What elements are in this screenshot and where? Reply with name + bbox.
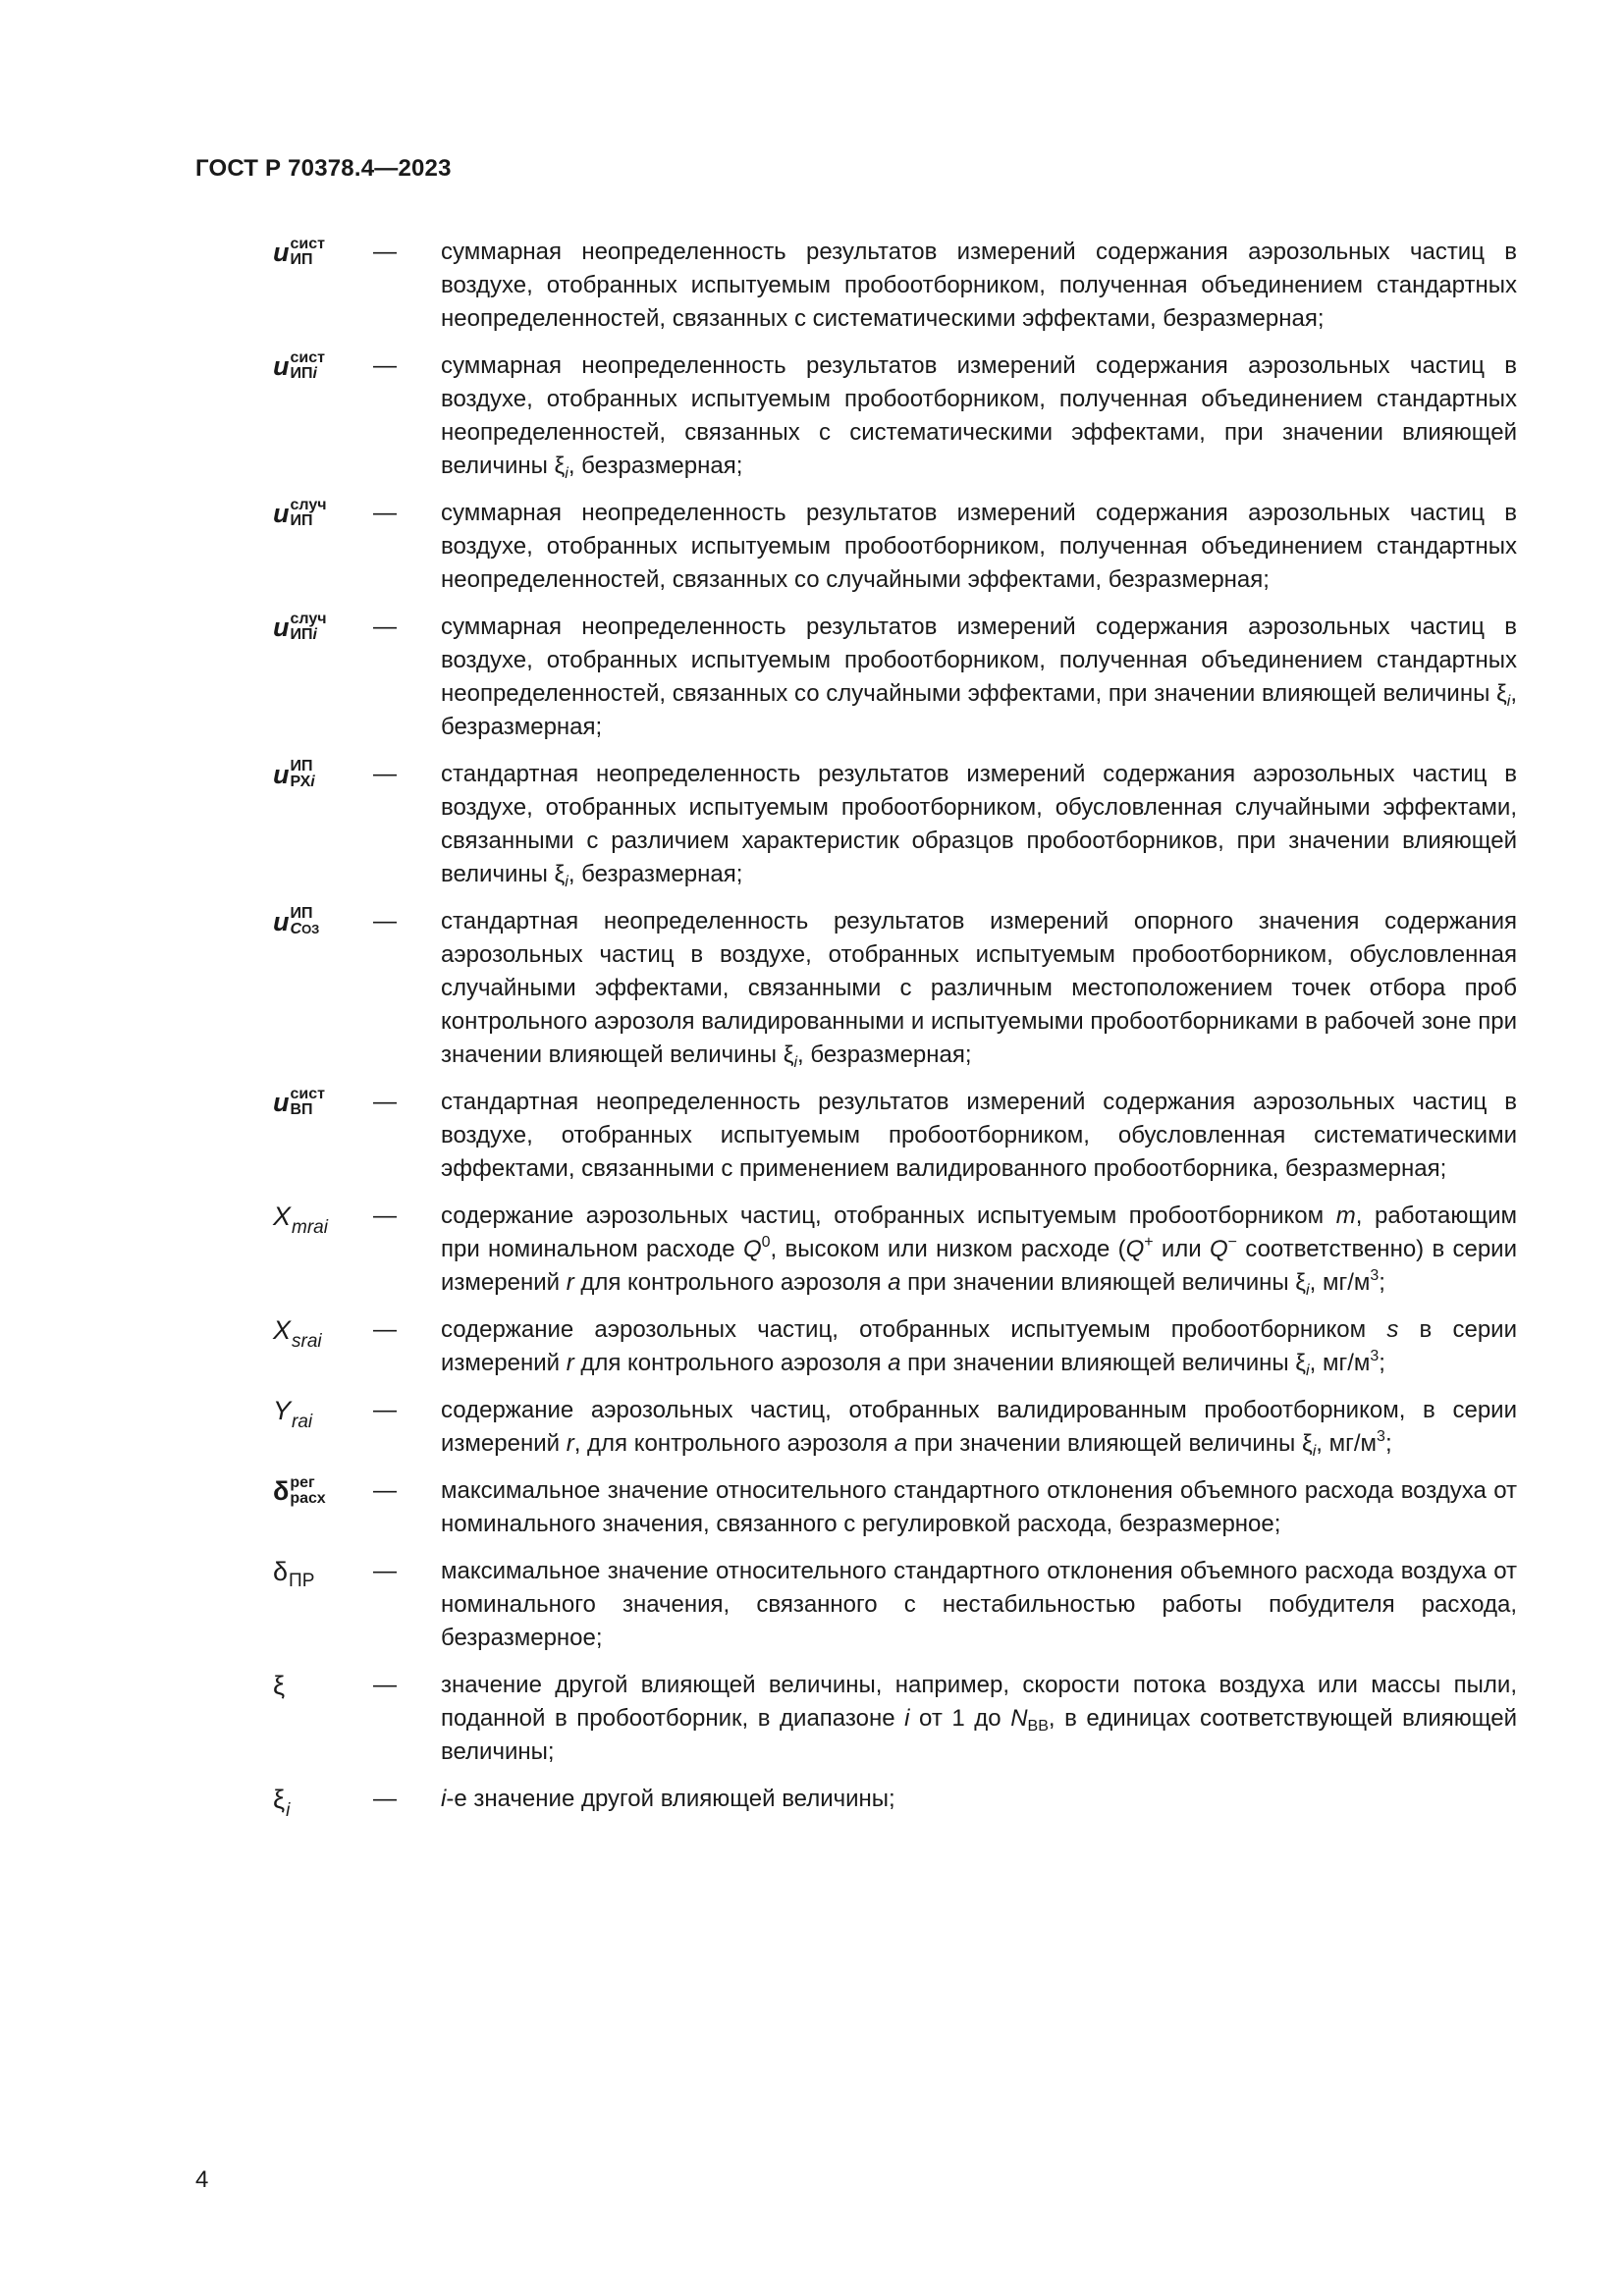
definition-dash: — [373,761,397,787]
page-number: 4 [195,2166,209,2193]
definition-text: содержание аэрозольных частиц, отобранных валидированным пробоотборником, в серии измерений r, для контрольного аэрозоля a при значении влияющей величины $\xi_i$, $мг/м^3$; [441,1397,1517,1460]
definition-item [0,758,1624,891]
definition-symbol: u ИП CОЗ [273,904,320,937]
definition-item [0,236,1624,336]
definition-item [0,1783,1624,1821]
definition-text: суммарная неопределенность результатов измерений содержания аэрозольных частиц в воздухе, отобранных испытуемым пробоотборником, полученная объединением стандартных неопределенностей, связанных с систематическими эффектами, при значении влияющей величины $\xi_i$, безразмерная; [441,352,1517,482]
definition-text: максимальное значение относительного стандартного отклонения объемного расхода воздуха от номинального значения, связанного с нестабильностью работы побудителя расхода, безразмерное; [441,1558,1517,1651]
definition-text: содержание аэрозольных частиц, отобранных испытуемым пробоотборником m, работающим при номинальном расходе $Q^0$, высоком или низком расходе (Q+ или Q− соответственно) в серии измерений r для контрольного аэрозоля a при значении влияющей величины $\xi_i$, $мг/м^3$; [441,1202,1517,1299]
definition-symbol: u сист ИП [273,235,325,268]
definition-text: i-е значение другой влияющей величины; [441,1786,895,1812]
definition-dash: — [373,614,397,640]
definition-text: стандартная неопределенность результатов измерений содержания аэрозольных частиц в воздухе, отобранных испытуемым пробоотборником, обусловленная систематическими эффектами, связанными с применением валидированного пробоотборника, безразмерная; [441,1089,1517,1182]
definition-symbol: u случ ИП [273,496,327,529]
definition-symbol: $\xi_i$ [273,1785,291,1821]
definition-dash: — [373,500,397,526]
definition-item [0,611,1624,744]
definition-item [0,1555,1624,1655]
definition-dash: — [373,1089,397,1115]
definition-symbol: $X_{mrai}$ [273,1201,328,1238]
definition-item [0,1394,1624,1461]
definition-symbol: ξ [273,1671,286,1700]
definition-item [0,905,1624,1072]
definition-dash: — [373,1477,397,1504]
definition-item [0,1313,1624,1380]
definition-item [0,497,1624,597]
definition-text: значение другой влияющей величины, например, скорости потока воздуха или массы пыли, поданной в пробоотборник, в диапазоне i от 1 до $N_{ВВ}$, в единицах соответствующей влияющей величины; [441,1672,1517,1765]
definition-dash: — [373,908,397,934]
definitions-list [0,236,1624,1830]
definition-symbol: u ИП РХi [273,757,315,790]
definition-dash: — [373,1316,397,1343]
definition-dash: — [373,352,397,379]
definition-dash: — [373,1672,397,1698]
definition-text: стандартная неопределенность результатов измерений содержания аэрозольных частиц в воздухе, отобранных испытуемым пробоотборником, обусловленная случайными эффектами, связанными с различием характеристик образцов пробоотборников, при значении влияющей величины $\xi_i$, безразмерная; [441,761,1517,890]
definition-text: содержание аэрозольных частиц, отобранных испытуемым пробоотборником s в серии измерений r для контрольного аэрозоля a при значении влияющей величины $\xi_i$, $мг/м^3$; [441,1316,1517,1379]
definition-dash: — [373,1558,397,1584]
definition-dash: — [373,1397,397,1423]
definition-text: суммарная неопределенность результатов измерений содержания аэрозольных частиц в воздухе, отобранных испытуемым пробоотборником, полученная объединением стандартных неопределенностей, связанных со случайными эффектами, при значении влияющей величины $\xi_i$, безразмерная; [441,614,1517,740]
definition-text: суммарная неопределенность результатов измерений содержания аэрозольных частиц в воздухе, отобранных испытуемым пробоотборником, полученная объединением стандартных неопределенностей, связанных со случайными эффектами, безразмерная; [441,500,1517,593]
definition-text: суммарная неопределенность результатов измерений содержания аэрозольных частиц в воздухе, отобранных испытуемым пробоотборником, полученная объединением стандартных неопределенностей, связанных с систематическими эффектами, безразмерная; [441,239,1517,332]
definition-item [0,1200,1624,1300]
definition-item [0,349,1624,483]
definition-item [0,1086,1624,1186]
definition-symbol: $X_{srai}$ [273,1315,322,1352]
definition-dash: — [373,239,397,265]
definition-item [0,1474,1624,1541]
definition-symbol: $\delta_{ПР}$ [273,1557,315,1591]
definition-symbol: $Y_{rai}$ [273,1396,313,1432]
definition-text: максимальное значение относительного стандартного отклонения объемного расхода воздуха от номинального значения, связанного с регулировкой расхода, безразмерное; [441,1477,1517,1537]
definition-symbol: u случ ИПi [273,610,327,643]
definition-symbol: u сист ИПi [273,348,325,382]
definition-dash: — [373,1786,397,1812]
definition-item [0,1669,1624,1769]
definition-text: стандартная неопределенность результатов измерений опорного значения содержания аэрозольных частиц в воздухе, отобранных испытуемым пробоотборником, обусловленная случайными эффектами, связанными с различным местоположением точек отбора проб контрольного аэрозоля валидированными и испытуемыми пробоотборниками в рабочей зоне при значении влияющей величины $\xi_i$, безразмерная; [441,908,1517,1071]
definition-dash: — [373,1202,397,1229]
definition-symbol: u сист ВП [273,1085,325,1118]
document-header: ГОСТ Р 70378.4—2023 [195,155,452,182]
definition-symbol: δ рег расх [273,1473,326,1507]
